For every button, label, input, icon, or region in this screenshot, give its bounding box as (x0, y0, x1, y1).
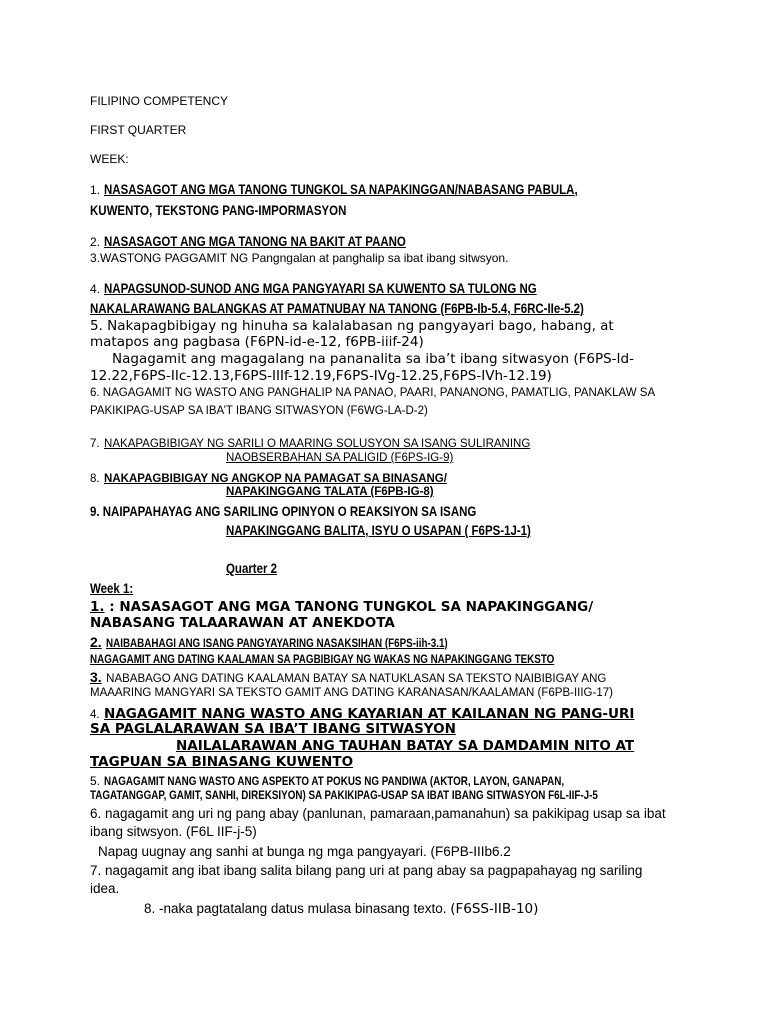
q1-item-2 (90, 233, 473, 251)
q1-item-2-number: 2. (90, 235, 101, 249)
q2-item-2 (90, 634, 523, 652)
q1-item-8-number: 8. (90, 473, 100, 485)
q2-item-4-line-3: NAILALARAWAN ANG TAUHAN BATAY SA DAMDAMIN NITO AT (176, 738, 635, 754)
q1-item-7-continuation: NAOBSERBAHAN SA PALIGID (F6PS-IG-9) (226, 452, 454, 464)
quarter-2-heading: Quarter 2 (226, 560, 278, 576)
q1-item-8 (90, 469, 447, 487)
q2-item-3-continuation: MAAARING MANGYARI SA TEKSTO GAMIT ANG DATING KARANASAN/KAALAMAN (F6PB-IIIG-17) (90, 687, 613, 699)
q1-item-4-number: 4. (90, 282, 101, 296)
q1-item-8-continuation: NAPAKINGGANG TALATA (F6PB-IG-8) (226, 486, 434, 498)
q2-item-2b: NAGAGAMIT ANG DATING KAALAMAN SA PAGBIBIGAY NG WAKAS NG NAPAKINGGANG TEKSTO (90, 652, 555, 666)
q1-item-4-continuation: NAKALARAWANG BALANGKAS AT PAMATNUBAY NA TANONG (F6PB-Ib-5.4, F6RC-IIe-5.2) (90, 300, 584, 316)
q1-item-5b-continuation: 12.22,F6PS-IIc-12.13,F6PS-IIIf-12.19,F6PS-IVg-12.25,F6PS-IVh-12.19) (90, 368, 552, 384)
q2-item-1-text: : NASASAGOT ANG MGA TANONG TUNGKOL SA NAPAKINGGANG/ (104, 599, 594, 615)
q1-item-4 (90, 280, 632, 298)
quarter-2-week: Week 1: (90, 580, 134, 596)
q2-item-4-text: NAGAGAMIT NANG WASTO ANG KAYARIAN AT KAILANAN NG PANG-URI (104, 706, 635, 722)
q2-item-1-number: 1. (90, 599, 105, 615)
q1-item-2-text: NASASAGOT ANG MGA TANONG NA BAKIT AT PAANO (104, 233, 407, 249)
competency-heading: FILIPINO COMPETENCY (90, 94, 229, 108)
q2-item-2-number: 2. (90, 634, 102, 650)
q1-item-8-text: NAKAPAGBIBIGAY NG ANGKOP NA PAMAGAT SA BINASANG/ (104, 473, 447, 485)
q2-item-5-number: 5. (90, 774, 101, 788)
q1-item-5-continuation: matapos ang pagbasa (F6PN-id-e-12, f6PB-iiif-24) (90, 334, 424, 350)
q2-item-4-line-4: TAGPUAN SA BINASANG KUWENTO (90, 754, 354, 770)
week-label: WEEK: (90, 152, 129, 166)
q1-item-7 (90, 434, 530, 452)
q2-item-3 (90, 669, 606, 687)
q2-item-4-line-2: SA PAGLALARAWAN SA IBA’T IBANG SITWASYON (90, 721, 456, 737)
q1-item-1-continuation: KUWENTO, TEKSTONG PANG-IMPORMASYON (90, 202, 347, 218)
q1-item-6-continuation: PAKIKIPAG-USAP SA IBA’T IBANG SITWASYON (F6WG-LA-D-2) (90, 405, 428, 417)
quarter-heading: FIRST QUARTER (90, 123, 187, 137)
q1-item-5: 5. Nakapagbibigay ng hinuha sa kalalabasan ng pangyayari bago, habang, at (90, 318, 614, 334)
q2-item-3-number: 3. (90, 669, 102, 685)
q1-item-9-continuation: NAPAKINGGANG BALITA, ISYU O USAPAN ( F6PS-1J-1) (226, 522, 531, 538)
q2-item-5-continuation: TAGATANGGAP, GAMIT, SANHI, DIREKSIYON) SA PAKIKIPAG-USAP SA IBAT IBANG SITWASYON F6L-IIF-J-5 (90, 788, 598, 802)
q1-item-1 (90, 181, 682, 199)
q1-item-9: 9. NAIPAPAHAYAG ANG SARILING OPINYON O REAKSIYON SA ISANG (90, 503, 477, 519)
q2-item-8-text: 8. -naka pagtatalang datus mulasa binasang texto. (144, 901, 451, 916)
q1-item-7-number: 7. (90, 438, 100, 450)
q2-item-4-number: 4. (90, 709, 100, 721)
q2-item-6-continuation: ibang sitwsyon. (F6L IIF-j-5) (90, 824, 257, 839)
q2-item-7: 7. nagagamit ang ibat ibang salita bilang pang uri at pang abay sa pagpapahayag ng sariling (90, 863, 643, 878)
q1-item-1-text: NASASAGOT ANG MGA TANONG TUNGKOL SA NAPAKINGGAN/NABASANG PABULA, (104, 181, 579, 197)
q1-item-7-text: NAKAPAGBIBIGAY NG SARILI O MAARING SOLUSYON SA ISANG SULIRANING (104, 438, 531, 450)
q2-item-6: 6. nagagamit ang uri ng pang abay (panlunan, pamaraan,pamanahun) sa pakikipag usap sa ibat (90, 806, 666, 821)
q2-item-5-text: NAGAGAMIT NANG WASTO ANG ASPEKTO AT POKUS NG PANDIWA (AKTOR, LAYON, GANAPAN, (104, 774, 565, 788)
q1-item-3: 3.WASTONG PAGGAMIT NG Pangngalan at panghalip sa ibat ibang sitwsyon. (90, 251, 509, 265)
q1-item-1-number: 1. (90, 183, 101, 197)
q2-item-3-text: NABABAGO ANG DATING KAALAMAN BATAY SA NATUKLASAN SA TEKSTO NAIBIBIGAY ANG (106, 673, 607, 685)
q2-item-8-code: (F6SS-IIB-10) (450, 901, 539, 917)
q2-item-7-continuation: idea. (90, 881, 120, 896)
q2-item-2-text: NAIBABAHAGI ANG ISANG PANGYAYARING NASAKSIHAN (F6PS-iih-3.1) (106, 636, 448, 650)
q1-item-6: 6. NAGAGAMIT NG WASTO ANG PANGHALIP NA PANAO, PAARI, PANANONG, PAMATLIG, PANAKLAW SA (90, 387, 656, 399)
q1-item-5b: Nagagamit ang magagalang na pananalita sa iba’t ibang sitwasyon (F6PS-Id- (112, 351, 634, 367)
q2-item-1-continuation: NABASANG TALAARAWAN AT ANEKDOTA (90, 615, 395, 631)
q2-item-8 (144, 901, 538, 918)
q1-item-4-text: NAPAGSUNOD-SUNOD ANG MGA PANGYAYARI SA KUWENTO SA TULONG NG (104, 280, 538, 296)
q2-item-6b: Napag uugnay ang sanhi at bunga ng mga pangyayari. (F6PB-IIIb6.2 (98, 844, 511, 859)
q2-item-1 (90, 600, 593, 616)
